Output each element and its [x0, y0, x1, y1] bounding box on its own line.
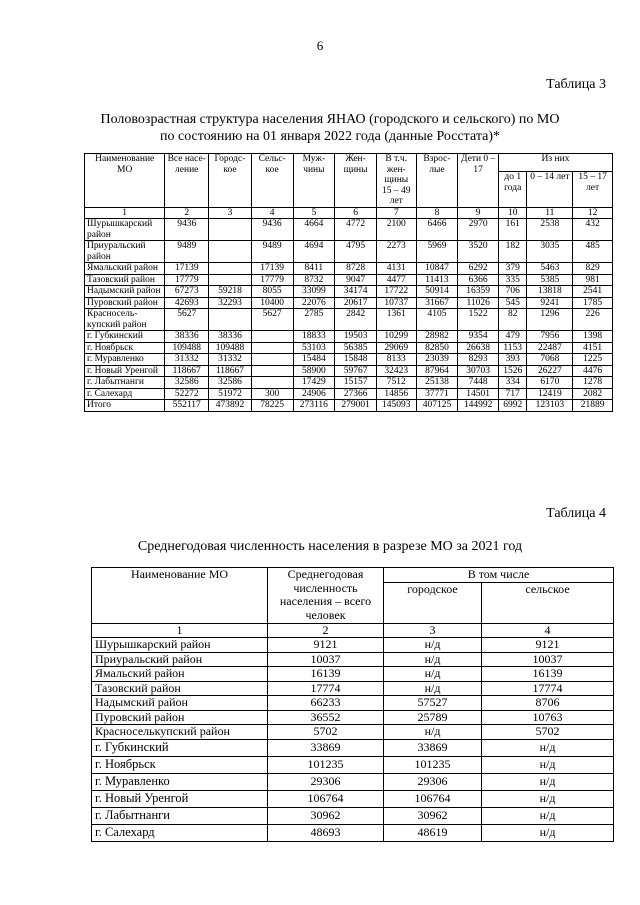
t4-cell: 29306: [268, 773, 384, 790]
t3-cell: 145093: [376, 400, 416, 412]
t3-cell: [209, 219, 252, 241]
t3-header-women-15-49: В т.ч. жен-щины 15 – 49 лет: [376, 154, 416, 208]
t3-cell: 123103: [527, 400, 573, 412]
t3-cell: 485: [573, 241, 613, 263]
t3-cell: 1526: [498, 365, 526, 377]
t4-row-name: г. Ноябрьск: [92, 756, 268, 773]
t3-column-number: 6: [335, 207, 377, 219]
t4-cell: 29306: [384, 773, 482, 790]
t4-cell: 25789: [384, 710, 482, 725]
table-row: [85, 365, 613, 377]
average-population-table: [91, 567, 614, 842]
t3-row-name: Шурышкарский район: [85, 219, 165, 241]
t3-cell: [251, 365, 293, 377]
t3-cell: 545: [498, 297, 526, 309]
t4-cell: 106764: [268, 790, 384, 807]
t3-column-numbers-row: [85, 207, 613, 219]
t4-cell: 16139: [268, 667, 384, 682]
t3-cell: 4476: [573, 365, 613, 377]
t3-subheader-under-1: до 1 года: [498, 172, 526, 207]
t4-cell: 101235: [384, 756, 482, 773]
t3-cell: 38336: [165, 331, 209, 343]
t3-cell: 9436: [165, 219, 209, 241]
t3-cell: 59218: [209, 286, 252, 298]
t3-cell: 717: [498, 388, 526, 400]
table3-label: Таблица 3: [546, 77, 606, 92]
t4-cell: 9121: [268, 638, 384, 653]
table-row: [85, 263, 613, 275]
t3-cell: 407125: [416, 400, 458, 412]
table-row: [85, 331, 613, 343]
t3-cell: 23039: [416, 354, 458, 366]
t3-cell: 2100: [376, 219, 416, 241]
table3-caption-line1: Половозрастная структура населения ЯНАО (городского и сельского) по МО: [100, 112, 560, 127]
table-row: [92, 790, 614, 807]
t3-cell: 67273: [165, 286, 209, 298]
t4-cell: 30962: [268, 807, 384, 824]
t3-cell: 8411: [293, 263, 335, 275]
t3-row-name: г. Ноябрьск: [85, 342, 165, 354]
t4-row-name: Надымский район: [92, 696, 268, 711]
t3-cell: 31332: [209, 354, 252, 366]
table3-caption-line2: по состоянию на 01 января 2022 года (данные Росстата)*: [160, 129, 500, 144]
table-row: [85, 309, 613, 331]
table-row: [92, 696, 614, 711]
t4-row-name: г. Лабытнанги: [92, 807, 268, 824]
t3-cell: 14501: [458, 388, 499, 400]
t3-cell: 59767: [335, 365, 377, 377]
t3-cell: 31332: [165, 354, 209, 366]
t4-subheader-urban: городское: [384, 582, 482, 623]
t3-row-name: г. Салехард: [85, 388, 165, 400]
t4-column-number: 4: [482, 623, 614, 638]
t3-cell: 2082: [573, 388, 613, 400]
t4-cell: 10037: [482, 652, 614, 667]
t3-cell: 9489: [251, 241, 293, 263]
t3-cell: 1522: [458, 309, 499, 331]
t4-subheader-rural: сельское: [482, 582, 614, 623]
t4-column-number: 1: [92, 623, 268, 638]
t4-cell: 17774: [482, 681, 614, 696]
table3-caption: [40, 111, 620, 145]
t3-cell: 1785: [573, 297, 613, 309]
page-number: 6: [316, 38, 324, 53]
t3-cell: 32586: [209, 377, 252, 389]
t3-cell: 34174: [335, 286, 377, 298]
table-row: [92, 824, 614, 841]
t4-cell: 9121: [482, 638, 614, 653]
t3-column-number: 12: [573, 207, 613, 219]
t3-cell: 42693: [165, 297, 209, 309]
t3-header-women: Жен-щины: [335, 154, 377, 208]
t3-row-name: Тазовский район: [85, 274, 165, 286]
t3-cell: 4795: [335, 241, 377, 263]
t3-cell: 11413: [416, 274, 458, 286]
t3-cell: [251, 354, 293, 366]
t4-cell: н/д: [384, 652, 482, 667]
table-row: [92, 681, 614, 696]
t3-cell: 161: [498, 219, 526, 241]
t3-cell: 8728: [335, 263, 377, 275]
t3-cell: 4131: [376, 263, 416, 275]
t3-header-rural: Сельс-кое: [251, 154, 293, 208]
t3-cell: 5463: [527, 263, 573, 275]
t3-cell: 1361: [376, 309, 416, 331]
t4-cell: 17774: [268, 681, 384, 696]
t3-cell: 118667: [165, 365, 209, 377]
t3-cell: 15157: [335, 377, 377, 389]
t3-subheader-15-17: 15 – 17 лет: [573, 172, 613, 207]
t3-subheader-0-14: 0 – 14 лет: [527, 172, 573, 207]
t3-cell: 21889: [573, 400, 613, 412]
t3-cell: 56385: [335, 342, 377, 354]
t4-cell: 48619: [384, 824, 482, 841]
table-row: [92, 667, 614, 682]
table-row: [85, 297, 613, 309]
t3-cell: 273116: [293, 400, 335, 412]
t4-column-number: 3: [384, 623, 482, 638]
t3-cell: 19503: [335, 331, 377, 343]
t3-cell: 4105: [416, 309, 458, 331]
t3-cell: 300: [251, 388, 293, 400]
t3-header-men: Муж-чины: [293, 154, 335, 208]
t3-cell: 12419: [527, 388, 573, 400]
t4-header-including: В том числе: [384, 568, 614, 583]
t3-cell: 10847: [416, 263, 458, 275]
t4-cell: н/д: [482, 739, 614, 756]
t3-column-number: 7: [376, 207, 416, 219]
t3-cell: 52272: [165, 388, 209, 400]
t3-cell: 182: [498, 241, 526, 263]
t3-cell: 4151: [573, 342, 613, 354]
t3-cell: 9354: [458, 331, 499, 343]
t4-row-name: Тазовский район: [92, 681, 268, 696]
t3-cell: 6992: [498, 400, 526, 412]
t3-cell: 8133: [376, 354, 416, 366]
t4-row-name: Приуральский район: [92, 652, 268, 667]
t3-column-number: 10: [498, 207, 526, 219]
t3-cell: 6366: [458, 274, 499, 286]
t3-cell: 87964: [416, 365, 458, 377]
t3-cell: 17429: [293, 377, 335, 389]
t3-cell: 279001: [335, 400, 377, 412]
t3-cell: 26638: [458, 342, 499, 354]
t3-cell: 6170: [527, 377, 573, 389]
t3-cell: 37771: [416, 388, 458, 400]
t3-cell: 33099: [293, 286, 335, 298]
table-row: [85, 286, 613, 298]
t4-cell: 33869: [268, 739, 384, 756]
t3-cell: 9047: [335, 274, 377, 286]
t3-cell: 2842: [335, 309, 377, 331]
t3-header-adults: Взрос-лые: [416, 154, 458, 208]
t3-cell: 78225: [251, 400, 293, 412]
table-row: [92, 807, 614, 824]
t4-cell: н/д: [482, 756, 614, 773]
t3-row-name: Ямальский район: [85, 263, 165, 275]
t3-row-name: Итого: [85, 400, 165, 412]
t3-cell: 1225: [573, 354, 613, 366]
t3-row-name: Пуровский район: [85, 297, 165, 309]
t3-row-name: г. Муравленко: [85, 354, 165, 366]
t3-cell: 25138: [416, 377, 458, 389]
t3-cell: 17722: [376, 286, 416, 298]
t3-cell: 706: [498, 286, 526, 298]
t3-cell: 10737: [376, 297, 416, 309]
t3-cell: 473892: [209, 400, 252, 412]
t3-cell: 17139: [251, 263, 293, 275]
t3-cell: 1398: [573, 331, 613, 343]
t4-cell: н/д: [384, 681, 482, 696]
t3-cell: 4477: [376, 274, 416, 286]
t4-cell: 5702: [268, 725, 384, 740]
table-row: [92, 710, 614, 725]
t3-row-name: Приуральский район: [85, 241, 165, 263]
t4-cell: 5702: [482, 725, 614, 740]
t4-cell: 8706: [482, 696, 614, 711]
t3-cell: 51972: [209, 388, 252, 400]
t3-cell: 32293: [209, 297, 252, 309]
table-row: [85, 388, 613, 400]
t4-cell: 16139: [482, 667, 614, 682]
t3-cell: 32423: [376, 365, 416, 377]
table-row: [92, 739, 614, 756]
t3-cell: 393: [498, 354, 526, 366]
t3-cell: 8293: [458, 354, 499, 366]
t3-cell: 11026: [458, 297, 499, 309]
t3-cell: 28982: [416, 331, 458, 343]
t3-header-total: Все насе-ление: [165, 154, 209, 208]
t4-row-name: г. Губкинский: [92, 739, 268, 756]
t3-row-name: Красносель-купский район: [85, 309, 165, 331]
t3-cell: [251, 342, 293, 354]
t3-cell: [209, 309, 252, 331]
t4-cell: 106764: [384, 790, 482, 807]
t3-cell: 432: [573, 219, 613, 241]
t3-cell: 109488: [165, 342, 209, 354]
t3-cell: 1296: [527, 309, 573, 331]
t3-cell: 58900: [293, 365, 335, 377]
table-row: [92, 725, 614, 740]
t3-cell: 8055: [251, 286, 293, 298]
t3-cell: 9489: [165, 241, 209, 263]
t3-cell: 4694: [293, 241, 335, 263]
t3-cell: 2541: [573, 286, 613, 298]
table-row: [92, 652, 614, 667]
t3-cell: 20617: [335, 297, 377, 309]
table4-label: Таблица 4: [546, 506, 606, 521]
t3-cell: 5385: [527, 274, 573, 286]
t3-header-of-them: Из них: [498, 154, 612, 172]
table-row: [85, 400, 613, 412]
t3-cell: 18833: [293, 331, 335, 343]
t3-row-name: Надымский район: [85, 286, 165, 298]
t3-cell: 53103: [293, 342, 335, 354]
t3-column-number: 11: [527, 207, 573, 219]
t4-row-name: г. Салехард: [92, 824, 268, 841]
table-row: [85, 241, 613, 263]
t4-cell: 30962: [384, 807, 482, 824]
t4-cell: 66233: [268, 696, 384, 711]
t3-cell: 5627: [251, 309, 293, 331]
t3-cell: 15848: [335, 354, 377, 366]
t3-row-name: г. Губкинский: [85, 331, 165, 343]
t4-header-name: Наименование МО: [92, 568, 268, 624]
t4-cell: 48693: [268, 824, 384, 841]
t3-column-number: 9: [458, 207, 499, 219]
t3-cell: 5969: [416, 241, 458, 263]
t3-column-number: 3: [209, 207, 252, 219]
t3-cell: 29069: [376, 342, 416, 354]
t3-cell: 22487: [527, 342, 573, 354]
t3-cell: 3520: [458, 241, 499, 263]
t3-cell: 4664: [293, 219, 335, 241]
t3-cell: 2273: [376, 241, 416, 263]
t3-header-name: Наименование МО: [85, 154, 165, 208]
t3-cell: 144992: [458, 400, 499, 412]
t3-cell: 6292: [458, 263, 499, 275]
t3-cell: 552117: [165, 400, 209, 412]
t3-column-number: 5: [293, 207, 335, 219]
t3-cell: 22076: [293, 297, 335, 309]
t4-cell: 10763: [482, 710, 614, 725]
t3-cell: 82: [498, 309, 526, 331]
t4-header-average: Среднегодовая численность населения – всего человек: [268, 568, 384, 624]
table-row: [85, 354, 613, 366]
t3-cell: 2785: [293, 309, 335, 331]
t3-column-number: 2: [165, 207, 209, 219]
t3-cell: 2970: [458, 219, 499, 241]
t4-cell: н/д: [482, 773, 614, 790]
t3-cell: 226: [573, 309, 613, 331]
t4-cell: 10037: [268, 652, 384, 667]
t4-cell: н/д: [384, 725, 482, 740]
t4-cell: н/д: [482, 790, 614, 807]
table-row: [92, 756, 614, 773]
t3-cell: 1278: [573, 377, 613, 389]
t4-cell: н/д: [482, 807, 614, 824]
t3-cell: 7956: [527, 331, 573, 343]
t3-cell: 16359: [458, 286, 499, 298]
t3-cell: 24906: [293, 388, 335, 400]
t3-cell: 109488: [209, 342, 252, 354]
t4-cell: н/д: [384, 638, 482, 653]
table-row: [85, 274, 613, 286]
t3-cell: 50914: [416, 286, 458, 298]
t3-row-name: г. Лабытнанги: [85, 377, 165, 389]
table-row: [85, 377, 613, 389]
t3-cell: 30703: [458, 365, 499, 377]
t4-column-numbers-row: [92, 623, 614, 638]
t3-cell: 3035: [527, 241, 573, 263]
t3-cell: 14856: [376, 388, 416, 400]
t4-cell: 101235: [268, 756, 384, 773]
t3-cell: 334: [498, 377, 526, 389]
t3-cell: 15484: [293, 354, 335, 366]
t3-cell: 335: [498, 274, 526, 286]
t3-cell: 6466: [416, 219, 458, 241]
t3-cell: [209, 263, 252, 275]
t3-cell: 2538: [527, 219, 573, 241]
t4-row-name: г. Новый Уренгой: [92, 790, 268, 807]
t3-cell: 17779: [165, 274, 209, 286]
t3-cell: 9241: [527, 297, 573, 309]
t4-row-name: Красноселькупский район: [92, 725, 268, 740]
t3-cell: 8732: [293, 274, 335, 286]
t3-column-number: 4: [251, 207, 293, 219]
t3-cell: 479: [498, 331, 526, 343]
t3-cell: 9436: [251, 219, 293, 241]
t4-cell: 36552: [268, 710, 384, 725]
t3-cell: 829: [573, 263, 613, 275]
t3-cell: 7068: [527, 354, 573, 366]
t3-cell: 27366: [335, 388, 377, 400]
t3-cell: 118667: [209, 365, 252, 377]
table-row: [92, 638, 614, 653]
t3-column-number: 8: [416, 207, 458, 219]
table-row: [85, 342, 613, 354]
t4-cell: н/д: [482, 824, 614, 841]
t4-column-number: 2: [268, 623, 384, 638]
t3-cell: 32586: [165, 377, 209, 389]
table-row: [92, 773, 614, 790]
t3-cell: 10299: [376, 331, 416, 343]
t4-cell: 33869: [384, 739, 482, 756]
t4-row-name: Ямальский район: [92, 667, 268, 682]
t3-cell: 17779: [251, 274, 293, 286]
t3-cell: 38336: [209, 331, 252, 343]
t3-cell: 13818: [527, 286, 573, 298]
t3-cell: [209, 274, 252, 286]
t4-row-name: г. Муравленко: [92, 773, 268, 790]
t3-cell: 10400: [251, 297, 293, 309]
t3-cell: 17139: [165, 263, 209, 275]
t3-cell: [251, 331, 293, 343]
t3-cell: [209, 241, 252, 263]
t3-column-number: 1: [85, 207, 165, 219]
t3-cell: 31667: [416, 297, 458, 309]
t3-cell: 7448: [458, 377, 499, 389]
t4-row-name: Пуровский район: [92, 710, 268, 725]
population-structure-table: [84, 153, 613, 412]
t4-row-name: Шурышкарский район: [92, 638, 268, 653]
t3-cell: 1153: [498, 342, 526, 354]
t3-cell: 4772: [335, 219, 377, 241]
t3-cell: 82850: [416, 342, 458, 354]
t3-header-children: Дети 0 – 17: [458, 154, 499, 208]
t3-cell: [251, 377, 293, 389]
table4-caption: Среднегодовая численность населения в разрезе МО за 2021 год: [137, 539, 523, 554]
t3-cell: 5627: [165, 309, 209, 331]
t3-cell: 981: [573, 274, 613, 286]
t3-cell: 379: [498, 263, 526, 275]
t3-cell: 26227: [527, 365, 573, 377]
t4-cell: 57527: [384, 696, 482, 711]
table-row: [85, 219, 613, 241]
t3-cell: 7512: [376, 377, 416, 389]
t4-cell: н/д: [384, 667, 482, 682]
t3-row-name: г. Новый Уренгой: [85, 365, 165, 377]
t3-header-urban: Городс-кое: [209, 154, 252, 208]
